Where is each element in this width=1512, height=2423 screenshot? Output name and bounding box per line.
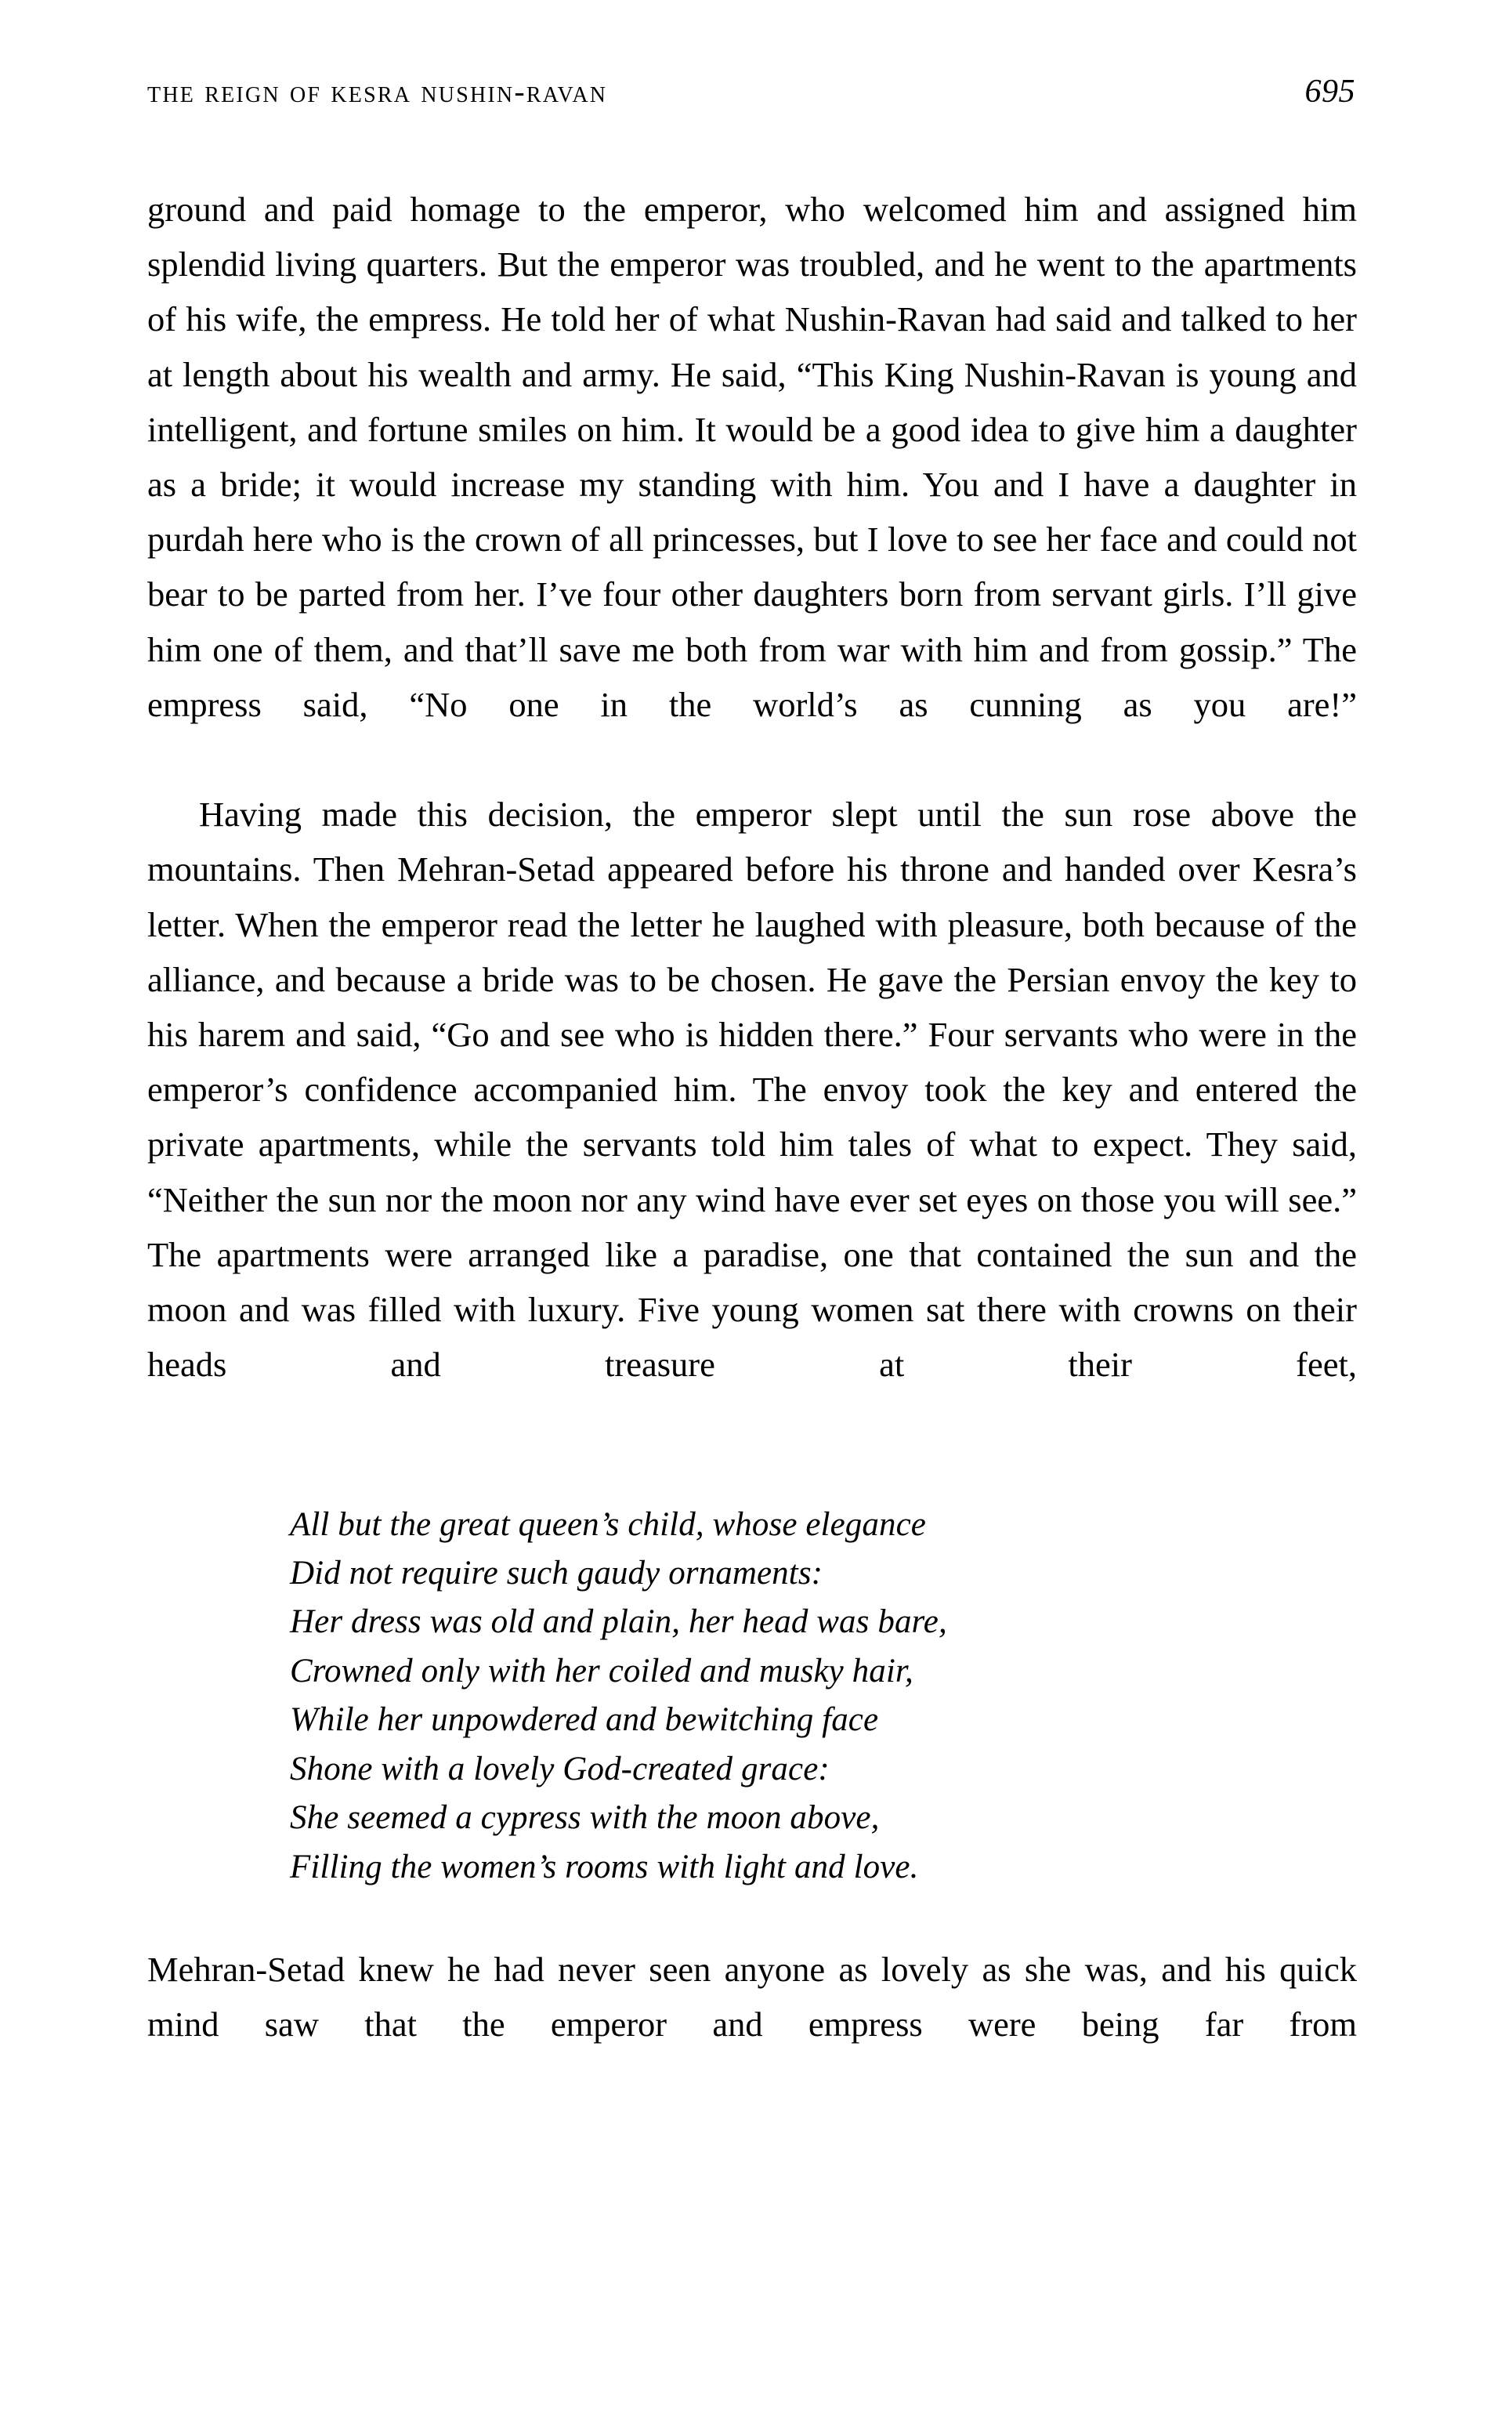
verse-line: While her unpowdered and bewitching face xyxy=(290,1701,879,1739)
running-header xyxy=(147,75,1355,122)
verse-line: Crowned only with her coiled and musky hair, xyxy=(290,1652,913,1690)
paragraph-third: Mehran-Setad knew he had never seen anyone as lovely as she was, and his quick mind saw that the emperor and empress were being far from xyxy=(147,1949,1357,2045)
running-header-title: the reign of kesra nushin-ravan xyxy=(147,74,608,109)
paragraph-first: ground and paid homage to the emperor, who welcomed him and assigned him splendid living quarters. But the emperor was troubled, and he went to the apartments of his wife, the empress. He told her of what Nushin-Ravan had said and talked to her at length about his wealth and army. He said, “This King Nushin-Ravan is young and intelligent, and fortune smiles on him. It would be a good idea to give him a daughter as a bride; it would increase my standing with him. You and I have a daughter in purdah here who is the crown of all princesses, but I love to see her face and could not bear to be parted from her. I’ve four other daughters born from servant girls. I’ll give him one of them, and that’ll save me both from war with him and from gossip.” The empress said, “No one in the world’s as cunning as you are!” xyxy=(147,190,1357,724)
page-number: 695 xyxy=(1304,74,1355,110)
verse-line: She seemed a cypress with the moon above, xyxy=(290,1799,880,1837)
verse-line: Did not require such gaudy ornaments: xyxy=(290,1555,823,1592)
paragraph-second: Having made this decision, the emperor slept until the sun rose above the mountains. Then Mehran-Setad appeared before his throne and handed over Kesra’s letter. When the emperor read the letter he laughed with pleasure, both because of the alliance, and because a bride was to be chosen. He gave the Persian envoy the key to his harem and said, “Go and see who is hidden there.” Four servants who were in the emperor’s confidence accompanied him. The envoy took the key and entered the private apartments, while the servants told him tales of what to expect. They said, “Neither the sun nor the moon nor any wind have ever set eyes on those you will see.” The apartments were arranged like a paradise, one that contained the sun and the moon and was filled with luxury. Five young women sat there with crowns on their heads and treasure at their feet, xyxy=(147,795,1357,1385)
verse-line: Filling the women’s rooms with light and love. xyxy=(290,1848,919,1885)
verse-line: Her dress was old and plain, her head was bare, xyxy=(290,1603,947,1641)
verse-block xyxy=(147,1447,1357,1942)
verse-line: Shone with a lovely God-created grace: xyxy=(290,1750,830,1787)
verse-line: All but the great queen’s child, whose elegance xyxy=(290,1505,926,1543)
text-block xyxy=(147,182,1357,2107)
